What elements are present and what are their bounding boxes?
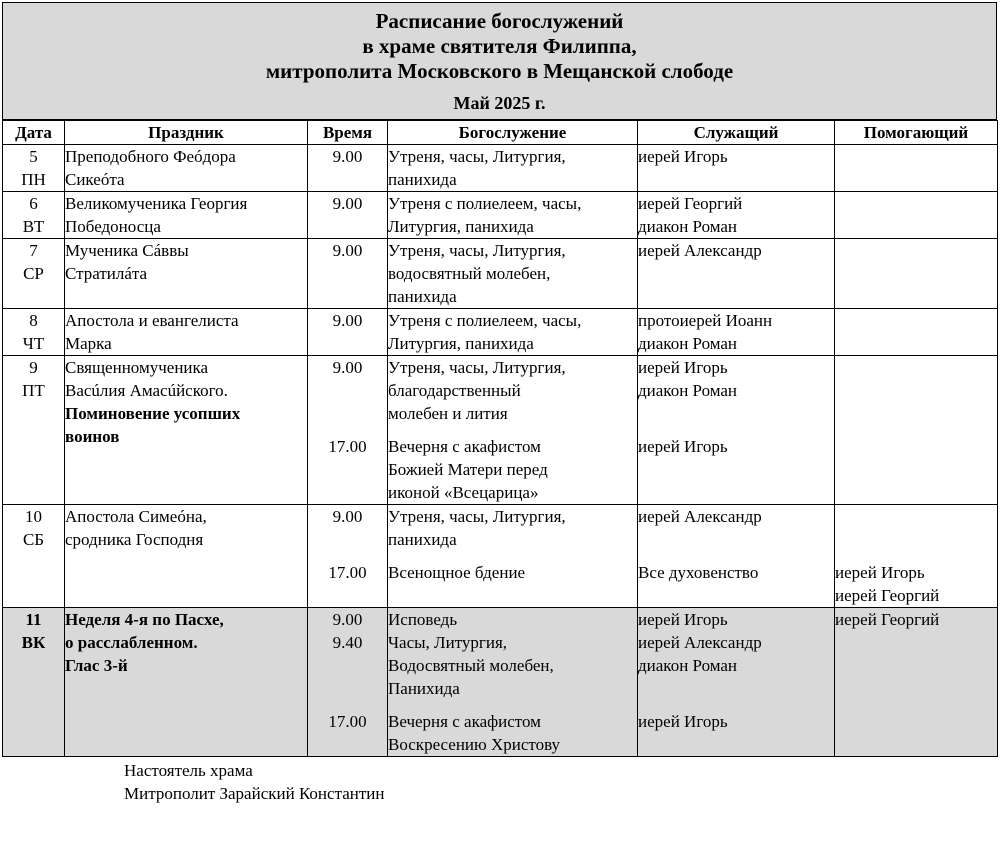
officiant-cell — [638, 608, 835, 757]
col-header-time: Время — [308, 121, 388, 145]
rector-name: Митрополит Зарайский Константин — [124, 784, 385, 803]
service-line: Литургия, панихида — [388, 334, 534, 353]
col-header-service: Богослужение — [388, 121, 638, 145]
service-cell — [388, 356, 638, 505]
table-row — [3, 309, 998, 356]
title-line-1: Расписание богослужений — [375, 9, 624, 33]
rector-title: Настоятель храма — [124, 761, 253, 780]
officiant-line: диакон Роман — [638, 656, 738, 675]
day-number: 5 — [29, 147, 38, 166]
service-cell — [388, 309, 638, 356]
service-time: 9.00 — [332, 311, 363, 330]
signature-block — [124, 759, 384, 805]
helpers-cell — [835, 505, 998, 608]
weekday: ВК — [21, 633, 46, 652]
feast-line: Победоносца — [65, 217, 161, 236]
time-cell — [308, 192, 388, 239]
feast-line-bold: воинов — [65, 427, 120, 446]
table-row — [3, 239, 998, 309]
date-cell — [3, 356, 65, 505]
feast-line: Стратилáта — [65, 264, 148, 283]
service-line: Утреня, часы, Литургия, — [388, 358, 566, 377]
feast-line-bold: Неделя 4-я по Пасхе, — [65, 610, 224, 629]
table-row — [3, 145, 998, 192]
feast-line: сродника Господня — [65, 530, 204, 549]
feast-cell — [65, 145, 308, 192]
service-time: 9.40 — [332, 633, 363, 652]
service-time: 9.00 — [332, 507, 363, 526]
feast-line: Марка — [65, 334, 112, 353]
feast-cell — [65, 505, 308, 608]
officiant-line: иерей Александр — [638, 241, 762, 260]
service-line: Утреня, часы, Литургия, — [388, 147, 566, 166]
officiant-cell — [638, 239, 835, 309]
weekday: СБ — [22, 530, 45, 549]
time-cell — [308, 239, 388, 309]
feast-cell — [65, 239, 308, 309]
feast-line-bold: Поминовение усопших — [65, 404, 241, 423]
helpers-cell — [835, 239, 998, 309]
table-row — [3, 192, 998, 239]
feast-cell — [65, 608, 308, 757]
feast-cell — [65, 192, 308, 239]
title-line-2: в храме святителя Филиппа, — [362, 34, 637, 58]
service-line: Утреня с полиелеем, часы, — [388, 194, 582, 213]
helper-line: иерей Георгий — [835, 610, 940, 629]
officiant-line: иерей Александр — [638, 507, 762, 526]
feast-cell — [65, 356, 308, 505]
service-time: 9.00 — [332, 147, 363, 166]
feast-line: Апостола Симеóна, — [65, 507, 207, 526]
service-cell — [388, 192, 638, 239]
helpers-cell — [835, 145, 998, 192]
service-line: водосвятный молебен, — [388, 264, 551, 283]
date-cell — [3, 239, 65, 309]
day-number: 8 — [29, 311, 38, 330]
helpers-cell — [835, 608, 998, 757]
weekday: ВТ — [22, 217, 45, 236]
time-cell — [308, 309, 388, 356]
time-cell — [308, 145, 388, 192]
service-line: благодарственный — [388, 381, 521, 400]
feast-line-bold: о расслабленном. — [65, 633, 198, 652]
feast-line-bold: Глас 3-й — [65, 656, 128, 675]
feast-line: Сикеóта — [65, 170, 125, 189]
feast-line: Священномученика — [65, 358, 209, 377]
day-number: 7 — [29, 241, 38, 260]
officiant-cell — [638, 145, 835, 192]
day-number: 11 — [25, 610, 42, 629]
service-time: 17.00 — [328, 437, 367, 456]
date-cell — [3, 505, 65, 608]
service-line: Водосвятный молебен, — [388, 656, 554, 675]
officiant-line: диакон Роман — [638, 334, 738, 353]
weekday: СР — [23, 264, 44, 283]
service-line: Литургия, панихида — [388, 217, 534, 236]
service-line: Часы, Литургия, — [388, 633, 508, 652]
helpers-cell — [835, 356, 998, 505]
officiant-line: Все духовенство — [638, 563, 759, 582]
service-line: Вечерня с акафистом — [388, 437, 541, 456]
officiant-line: иерей Игорь — [638, 358, 728, 377]
officiant-line: диакон Роман — [638, 217, 738, 236]
day-number: 10 — [25, 507, 42, 526]
service-time: 9.00 — [332, 241, 363, 260]
service-line: Утреня, часы, Литургия, — [388, 241, 566, 260]
service-line: панихида — [388, 530, 457, 549]
table-header-row — [3, 121, 998, 145]
table-row — [3, 505, 998, 608]
weekday: ПТ — [22, 381, 45, 400]
date-cell — [3, 309, 65, 356]
officiant-line: иерей Георгий — [638, 194, 743, 213]
officiant-cell — [638, 356, 835, 505]
service-cell — [388, 505, 638, 608]
time-cell — [308, 356, 388, 505]
service-line: панихида — [388, 287, 457, 306]
schedule-header — [2, 2, 997, 120]
officiant-line: иерей Александр — [638, 633, 762, 652]
helper-line: иерей Георгий — [835, 586, 940, 605]
officiant-cell — [638, 309, 835, 356]
service-line: Исповедь — [388, 610, 458, 629]
officiant-line: протоиерей Иоанн — [638, 311, 773, 330]
day-number: 9 — [29, 358, 38, 377]
officiant-cell — [638, 505, 835, 608]
schedule-table — [2, 120, 998, 757]
officiant-line: иерей Игорь — [638, 610, 728, 629]
col-header-officiant: Служащий — [638, 121, 835, 145]
service-cell — [388, 239, 638, 309]
service-line: Всенощное бдение — [388, 563, 526, 582]
col-header-feast: Праздник — [65, 121, 308, 145]
helper-line: иерей Игорь — [835, 563, 925, 582]
service-line: панихида — [388, 170, 457, 189]
month-label: Май 2025 г. — [453, 93, 546, 113]
service-time: 9.00 — [332, 610, 363, 629]
date-cell — [3, 608, 65, 757]
table-row — [3, 356, 998, 505]
officiant-line: диакон Роман — [638, 381, 738, 400]
service-time: 17.00 — [328, 563, 367, 582]
feast-line: Васúлия Амасúйского. — [65, 381, 228, 400]
feast-cell — [65, 309, 308, 356]
table-row — [3, 608, 998, 757]
service-line: Панихида — [388, 679, 460, 698]
date-cell — [3, 145, 65, 192]
service-line: Божией Матери перед — [388, 460, 548, 479]
feast-line: Апостола и евангелиста — [65, 311, 239, 330]
officiant-line: иерей Игорь — [638, 437, 728, 456]
service-time: 9.00 — [332, 194, 363, 213]
service-line: Утреня с полиелеем, часы, — [388, 311, 582, 330]
col-header-date: Дата — [3, 121, 65, 145]
service-cell — [388, 608, 638, 757]
helpers-cell — [835, 309, 998, 356]
feast-line: Мученика Сáввы — [65, 241, 189, 260]
service-cell — [388, 145, 638, 192]
feast-line: Великомученика Георгия — [65, 194, 248, 213]
helpers-cell — [835, 192, 998, 239]
date-cell — [3, 192, 65, 239]
service-line: молебен и лития — [388, 404, 508, 423]
time-cell — [308, 505, 388, 608]
officiant-line: иерей Игорь — [638, 712, 728, 731]
title-line-3: митрополита Московского в Мещанской слободе — [265, 59, 734, 83]
service-time: 9.00 — [332, 358, 363, 377]
day-number: 6 — [29, 194, 38, 213]
officiant-line: иерей Игорь — [638, 147, 728, 166]
service-line: Воскресению Христову — [388, 735, 561, 754]
col-header-helpers: Помогающий — [835, 121, 998, 145]
service-line: иконой «Всецарица» — [388, 483, 539, 502]
service-time: 17.00 — [328, 712, 367, 731]
service-line: Вечерня с акафистом — [388, 712, 541, 731]
officiant-cell — [638, 192, 835, 239]
weekday: ЧТ — [22, 334, 45, 353]
service-line: Утреня, часы, Литургия, — [388, 507, 566, 526]
feast-line: Преподобного Феóдора — [65, 147, 236, 166]
weekday: ПН — [21, 170, 46, 189]
time-cell — [308, 608, 388, 757]
